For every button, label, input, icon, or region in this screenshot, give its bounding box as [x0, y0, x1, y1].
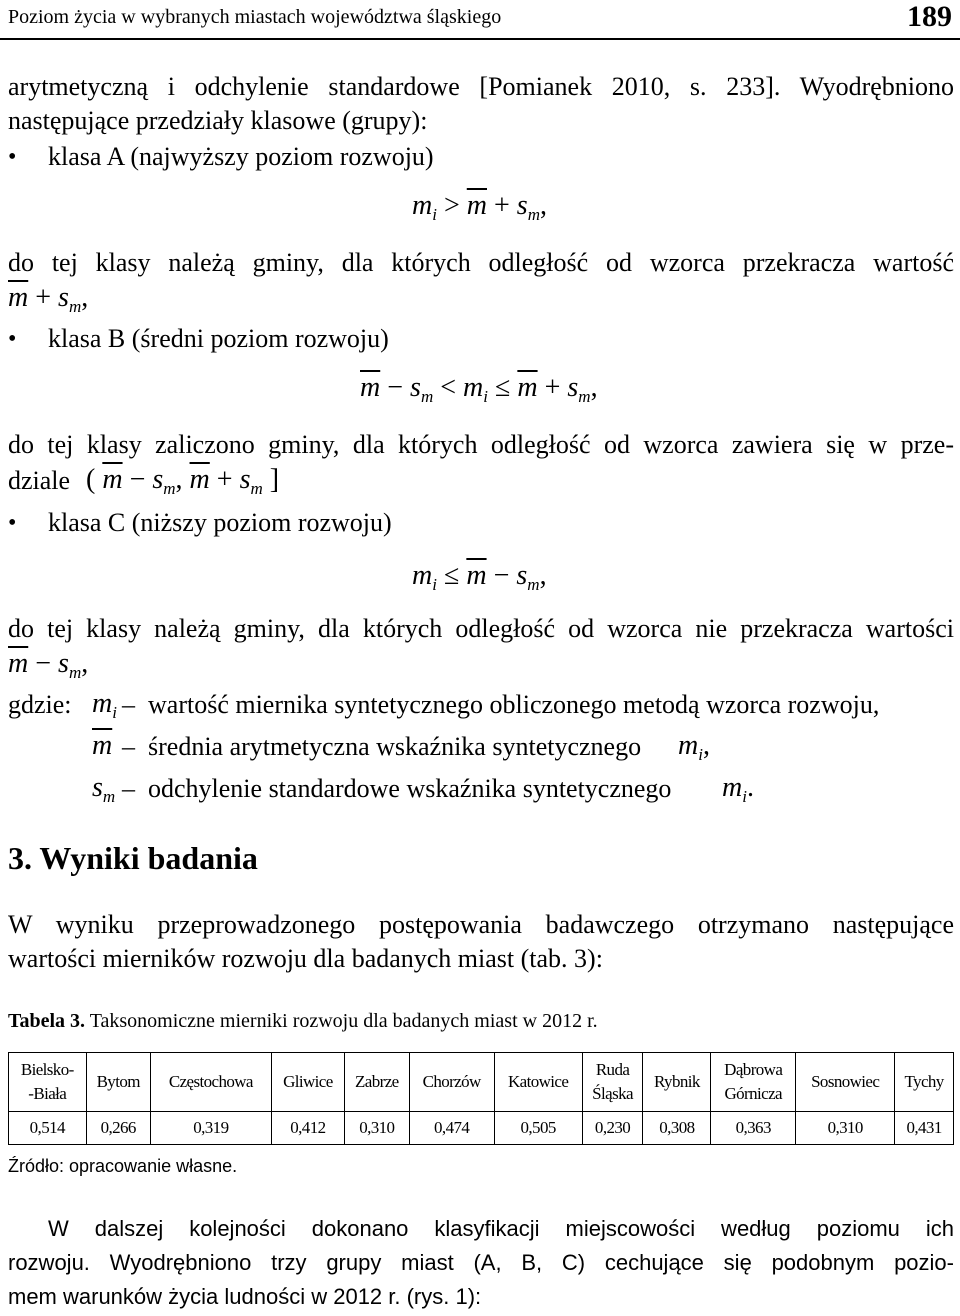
table-caption — [8, 1010, 598, 1033]
legend-symbol-mbar: $\overline{m}$ — [92, 730, 113, 761]
table-value-cell: 0,319 — [150, 1112, 271, 1145]
table-header-text: Chorzów — [422, 1072, 481, 1091]
bullet-class-b: klasa B (średni poziom rozwoju) — [48, 324, 389, 353]
table-header-cell — [711, 1053, 796, 1112]
table-value-cell: 0,310 — [344, 1112, 409, 1145]
table-value-cell: 0,412 — [271, 1112, 344, 1145]
table-value-cell: 0,308 — [643, 1112, 711, 1145]
table-header-cell — [494, 1053, 582, 1112]
table-header-text: Górnicza — [724, 1084, 782, 1103]
table-header-cell — [409, 1053, 494, 1112]
bullet-class-a: klasa A (najwyższy poziom rozwoju) — [48, 142, 434, 171]
class-b-description-2: dziale — [8, 466, 71, 495]
class-a-threshold: $\overline{m} + s_m$, — [8, 282, 89, 316]
table-source: Źródło: opracowanie własne. — [8, 1156, 238, 1176]
legend-item-2-symbol: $m_i$, — [678, 730, 710, 764]
table-header-cell — [344, 1053, 409, 1112]
table-header-text: Dąbrowa — [724, 1060, 783, 1079]
table-header-text: Sosnowiec — [811, 1072, 880, 1091]
table-header-text: Gliwice — [283, 1072, 333, 1091]
class-c-description: do tej klasy należą gminy, dla których odległość od wzorca nie przekracza wartości — [8, 614, 954, 643]
class-b-interval: ( $\overline{m} - s_m$, $\overline{m} + s_m$ ] — [86, 464, 280, 498]
table-value-cell: 0,431 — [895, 1112, 954, 1145]
closing-line-3: mem warunków życia ludności w 2012 r. (rys. 1): — [8, 1284, 482, 1309]
bullet-class-a-marker: • — [8, 144, 17, 170]
legend-dash-1: – — [122, 690, 135, 719]
legend-label: gdzie: — [8, 690, 72, 719]
section-paragraph-2: wartości mierników rozwoju dla badanych miast (tab. 3): — [8, 944, 603, 973]
table-header-cell — [86, 1053, 150, 1112]
intro-line-1: arytmetyczną i odchylenie standardowe [Pomianek 2010, s. 233]. Wyodrębniono — [8, 72, 954, 101]
data-table — [8, 1052, 954, 1145]
legend-dash-2: – — [122, 732, 135, 761]
formula-class-b: $\overline{m} - s_m < m_i \le \overline{m} + s_m$, — [360, 372, 598, 406]
table-header-cell — [895, 1053, 954, 1112]
legend-symbol-mi: $m_i$ — [92, 688, 117, 722]
table-header-text: Zabrze — [355, 1072, 399, 1091]
table-value-cell: 0,363 — [711, 1112, 796, 1145]
table-header-text: -Biała — [28, 1084, 67, 1103]
table-header-cell — [271, 1053, 344, 1112]
table-header-text: Częstochowa — [168, 1072, 253, 1091]
legend-item-3: odchylenie standardowe wskaźnika syntetycznego — [148, 774, 672, 803]
table-caption-text: Taksonomiczne mierniki rozwoju dla badanych miast w 2012 r. — [89, 1010, 598, 1032]
class-c-threshold: $\overline{m} - s_m$, — [8, 648, 89, 682]
closing-line-2: rozwoju. Wyodrębniono trzy grupy miast (A, B, C) cechujące się podobnym pozio- — [8, 1250, 954, 1275]
table-caption-label: Tabela 3. — [8, 1010, 86, 1032]
table-header-text: Ruda — [595, 1060, 630, 1079]
table-value-cell: 0,230 — [582, 1112, 643, 1145]
class-a-description: do tej klasy należą gminy, dla których odległość od wzorca przekracza wartość — [8, 248, 954, 277]
legend-item-1: wartość miernika syntetycznego obliczonego metodą wzorca rozwoju, — [148, 690, 880, 719]
table-header-text: Śląska — [592, 1084, 633, 1103]
table-value-cell: 0,474 — [409, 1112, 494, 1145]
table-header-text: Katowice — [507, 1072, 569, 1091]
bullet-class-c-marker: • — [8, 510, 17, 536]
table-header-text: Bielsko- — [20, 1060, 74, 1079]
table-header-text: Bytom — [96, 1072, 140, 1091]
section-heading: 3. Wyniki badania — [8, 840, 258, 876]
table-values-row — [9, 1112, 954, 1145]
formula-class-c: $m_i \le \overline{m} - s_m$, — [412, 560, 547, 594]
running-header-title: Poziom życia w wybranych miastach województwa śląskiego — [8, 6, 502, 28]
bullet-class-c: klasa C (niższy poziom rozwoju) — [48, 508, 392, 537]
intro-line-2: następujące przedziały klasowe (grupy): — [8, 106, 428, 135]
formula-class-a: $m_i > \overline{m} + s_m$, — [412, 190, 547, 224]
legend-item-3-symbol: $m_i$. — [722, 772, 754, 806]
table-header-cell — [796, 1053, 895, 1112]
header-divider — [0, 38, 960, 40]
section-paragraph-1: W wyniku przeprowadzonego postępowania badawczego otrzymano następujące — [8, 910, 954, 939]
class-b-description-1: do tej klasy zaliczono gminy, dla których odległość od wzorca zawiera się w prze- — [8, 430, 954, 459]
table-header-row — [9, 1053, 954, 1112]
legend-dash-3: – — [122, 774, 135, 803]
table-header-cell — [582, 1053, 643, 1112]
table-header-text: Rybnik — [653, 1072, 700, 1091]
legend-item-2: średnia arytmetyczna wskaźnika syntetycznego — [148, 732, 642, 761]
table-header-cell — [643, 1053, 711, 1112]
bullet-class-b-marker: • — [8, 326, 17, 352]
table-value-cell: 0,505 — [494, 1112, 582, 1145]
table-header-cell — [9, 1053, 87, 1112]
legend-symbol-sm: $s_m$ — [92, 772, 116, 806]
table-value-cell: 0,266 — [86, 1112, 150, 1145]
closing-line-1: W dalszej kolejności dokonano klasyfikacji miejscowości według poziomu ich — [48, 1216, 954, 1241]
table-value-cell: 0,514 — [9, 1112, 87, 1145]
page-number: 189 — [907, 0, 952, 33]
table-header-cell — [150, 1053, 271, 1112]
table-header-text: Tychy — [904, 1072, 944, 1091]
table-value-cell: 0,310 — [796, 1112, 895, 1145]
